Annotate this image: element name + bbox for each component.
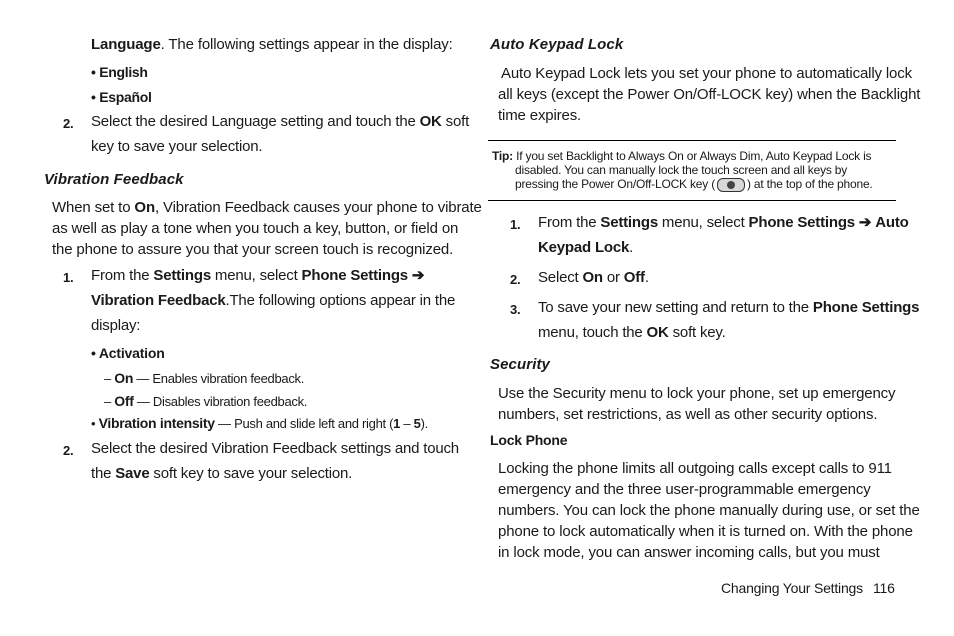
vib-step-2 bbox=[91, 436, 459, 486]
settings-label: Settings bbox=[153, 267, 211, 284]
off-option-label: Off bbox=[114, 393, 134, 409]
tip-label: Tip: bbox=[492, 149, 513, 163]
vibration-description bbox=[52, 197, 482, 260]
activation-label: Activation bbox=[98, 345, 165, 361]
akl-step-1 bbox=[538, 210, 909, 260]
phone-settings-label-right: Phone Settings bbox=[748, 214, 855, 231]
lock-desc-line3: numbers. You can lock the phone manually during use, or set the bbox=[498, 502, 920, 519]
vib-desc-a: When set to bbox=[52, 199, 135, 216]
akl-step-3-number: 3. bbox=[510, 302, 521, 317]
tip-line2: disabled. You can manually lock the touch screen and all keys by bbox=[515, 163, 848, 177]
akl-step-1-number: 1. bbox=[510, 217, 521, 232]
akl-step-3 bbox=[538, 295, 919, 345]
lang-option-english: • English bbox=[91, 64, 148, 80]
tip-bottom-divider bbox=[488, 200, 896, 201]
lang-option-espanol: • Español bbox=[91, 89, 152, 105]
vib-step-1-a: From the bbox=[91, 267, 154, 284]
intensity-desc-a: — Push and slide left and right ( bbox=[214, 416, 394, 431]
footer-page-number: 116 bbox=[873, 580, 895, 596]
vib-desc-on: On bbox=[134, 199, 155, 216]
lock-phone-heading: Lock Phone bbox=[490, 432, 568, 448]
intensity-dash: – bbox=[400, 416, 414, 431]
intensity-max: 5 bbox=[413, 416, 421, 431]
security-desc-line2: numbers, set restrictions, as well as other security options. bbox=[498, 406, 878, 423]
keypad-lock-label: Keypad Lock bbox=[538, 239, 630, 256]
language-intro-text: . The following settings appear in the display: bbox=[160, 36, 453, 53]
tip-line1: If you set Backlight to Always On or Always Dim, Auto Keypad Lock is bbox=[512, 149, 872, 163]
on-label: On bbox=[582, 269, 603, 286]
vib-step-1 bbox=[91, 263, 455, 338]
lock-desc-line5: in lock mode, you can answer incoming calls, but you must bbox=[498, 544, 880, 561]
intensity-desc-b: ). bbox=[420, 416, 428, 431]
lock-desc-line4: phone to lock automatically when it is turned on. With the phone bbox=[498, 523, 913, 540]
lang-option-espanol-label: Español bbox=[99, 89, 152, 105]
security-description bbox=[498, 383, 895, 425]
on-option-desc: — Enables vibration feedback. bbox=[133, 371, 305, 386]
akl-desc-line1: Auto Keypad Lock lets you set your phone to automatically lock bbox=[501, 65, 912, 82]
tip-box bbox=[492, 149, 892, 192]
phone-settings-label-step3: Phone Settings bbox=[812, 299, 920, 316]
ok-key-label-right: OK bbox=[646, 324, 669, 341]
lang-step-2-number: 2. bbox=[63, 116, 74, 131]
akl-step-2-a: Select bbox=[538, 269, 583, 286]
on-option-label: On bbox=[114, 370, 134, 386]
vib-step-1-c: .The following options appear in the bbox=[225, 292, 456, 309]
akl-step-2 bbox=[538, 265, 649, 290]
activation-off-item: – Off — Disables vibration feedback. bbox=[104, 393, 308, 409]
vib-step-2-number: 2. bbox=[63, 443, 74, 458]
language-label: Language bbox=[91, 36, 161, 53]
vib-step-2-b2: soft key to save your selection. bbox=[149, 465, 353, 482]
security-desc-line1: Use the Security menu to lock your phone, set up emergency bbox=[498, 385, 896, 402]
arrow-right-icon: ➔ bbox=[858, 214, 872, 231]
security-heading: Security bbox=[490, 356, 550, 373]
akl-step-3-c: soft key. bbox=[668, 324, 726, 341]
footer-section-title: Changing Your Settings bbox=[721, 580, 863, 596]
ok-key-label: OK bbox=[419, 113, 442, 130]
vib-desc-line2: as well as play a tone when you touch a key, button, or field on bbox=[52, 220, 459, 237]
activation-on-item: – On — Enables vibration feedback. bbox=[104, 370, 305, 386]
tip-line3b: ) at the top of the phone. bbox=[747, 177, 873, 191]
akl-step-2-dot: . bbox=[644, 269, 649, 286]
lock-phone-description bbox=[498, 458, 920, 563]
vib-step-1-number: 1. bbox=[63, 270, 74, 285]
akl-step-3-a: To save your new setting and return to the bbox=[538, 299, 813, 316]
vib-step-1-b: menu, select bbox=[210, 267, 302, 284]
auto-keypad-lock-heading: Auto Keypad Lock bbox=[490, 36, 624, 53]
off-label: Off bbox=[623, 269, 645, 286]
auto-label: Auto bbox=[875, 214, 909, 231]
vibration-feedback-label: Vibration Feedback bbox=[91, 292, 226, 309]
language-intro bbox=[91, 34, 453, 55]
off-option-desc: — Disables vibration feedback. bbox=[133, 394, 308, 409]
lock-desc-line2: emergency and the three user-programmable emergency bbox=[498, 481, 871, 498]
tip-line3a: pressing the Power On/Off-LOCK key ( bbox=[515, 177, 715, 191]
tip-top-divider bbox=[488, 140, 896, 141]
lock-desc-line1: Locking the phone limits all outgoing calls except calls to 911 bbox=[498, 460, 892, 477]
akl-step-1-a: From the bbox=[538, 214, 601, 231]
lang-step-2-text-b: soft bbox=[441, 113, 470, 130]
lang-step-2-text-c: key to save your selection. bbox=[91, 138, 263, 155]
auto-keypad-lock-description bbox=[498, 63, 920, 126]
vib-step-2-b1: the bbox=[91, 465, 116, 482]
save-key-label: Save bbox=[115, 465, 150, 482]
akl-step-3-b: menu, touch the bbox=[538, 324, 647, 341]
settings-label-right: Settings bbox=[600, 214, 658, 231]
akl-desc-line3: time expires. bbox=[498, 107, 582, 124]
intensity-min: 1 bbox=[393, 416, 401, 431]
arrow-right-icon: ➔ bbox=[411, 267, 425, 284]
akl-step-1-b: menu, select bbox=[657, 214, 749, 231]
akl-step-1-dot: . bbox=[629, 239, 634, 256]
vib-desc-b: , Vibration Feedback causes your phone to vibrate bbox=[154, 199, 482, 216]
intensity-bullet: • Vibration intensity — Push and slide left and right (1 – 5). bbox=[91, 415, 428, 431]
akl-step-2-number: 2. bbox=[510, 272, 521, 287]
vib-step-2-a: Select the desired Vibration Feedback settings and touch bbox=[91, 440, 459, 457]
intensity-label: Vibration intensity bbox=[98, 415, 215, 431]
vibration-feedback-heading: Vibration Feedback bbox=[44, 171, 184, 188]
akl-desc-line2: all keys (except the Power On/Off-LOCK key) when the Backlight bbox=[498, 86, 921, 103]
power-lock-key-icon bbox=[717, 178, 745, 192]
lang-option-english-label: English bbox=[99, 64, 148, 80]
lang-step-2 bbox=[91, 109, 469, 159]
akl-step-2-or: or bbox=[602, 269, 624, 286]
vib-desc-line3: the phone to assure you that your screen touch is recognized. bbox=[52, 241, 454, 258]
phone-settings-label: Phone Settings bbox=[301, 267, 408, 284]
vib-step-1-d: display: bbox=[91, 317, 141, 334]
activation-bullet: • Activation bbox=[91, 345, 165, 361]
lang-step-2-text-a: Select the desired Language setting and touch the bbox=[91, 113, 420, 130]
